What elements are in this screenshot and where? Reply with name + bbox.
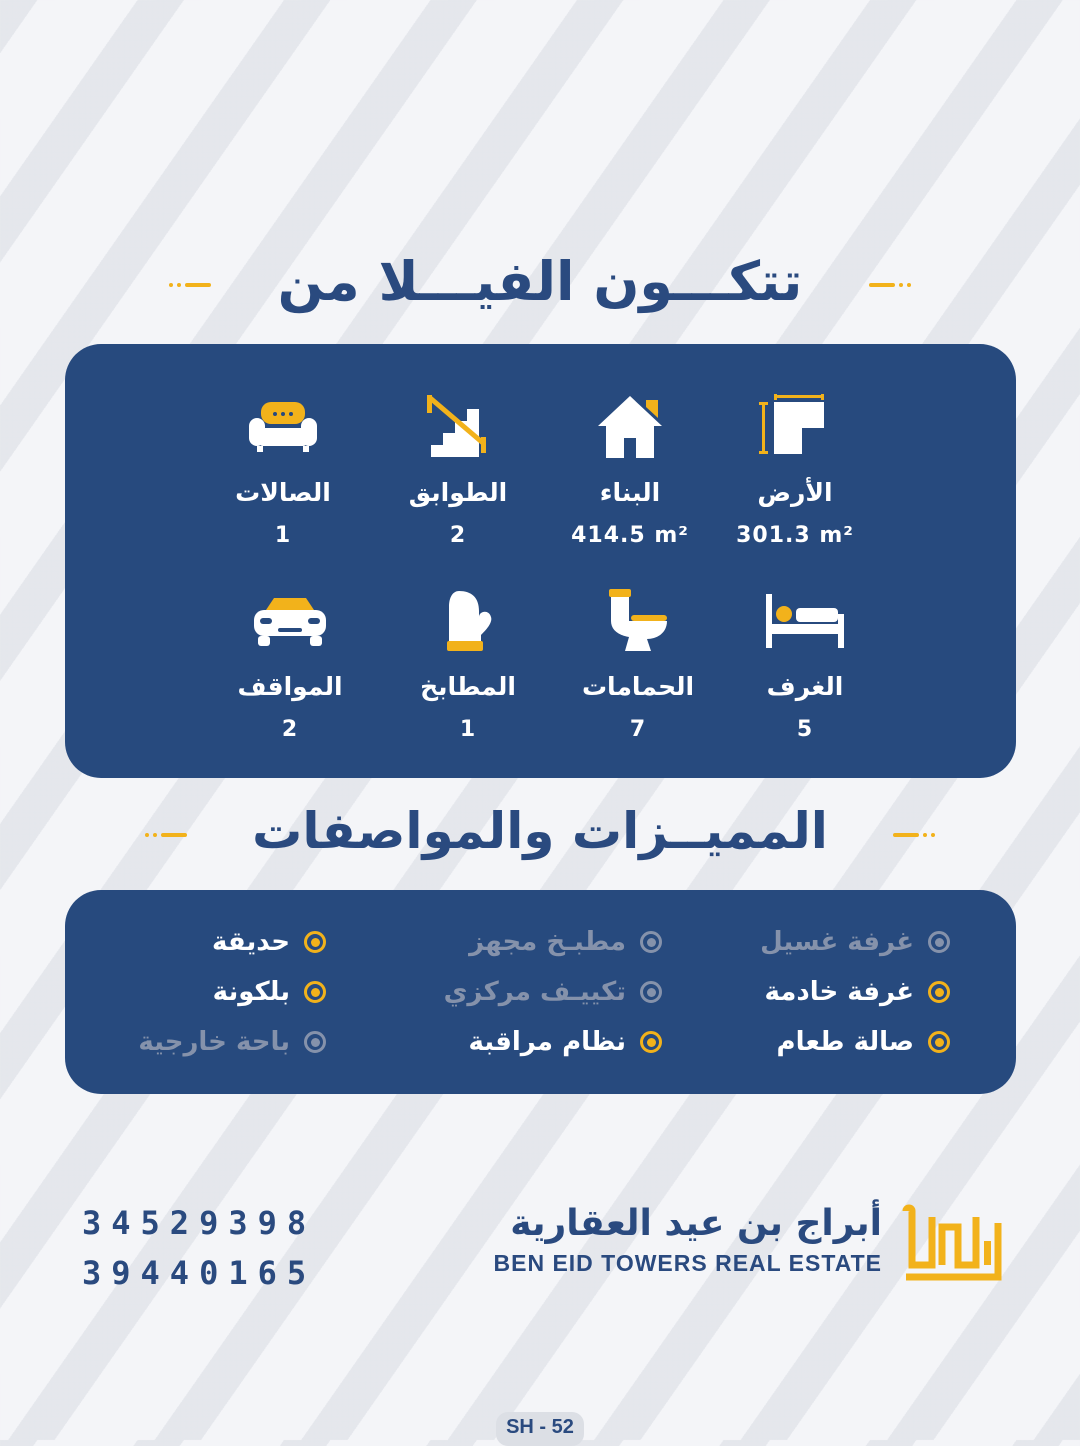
spec-parking <box>215 582 365 742</box>
bullet-icon <box>928 1031 950 1053</box>
brand-name-english: BEN EID TOWERS REAL ESTATE <box>493 1250 882 1276</box>
bed-icon <box>730 582 880 658</box>
spec-value: 414.5 m² <box>571 523 689 548</box>
house-icon <box>555 388 705 464</box>
stairs-icon <box>383 388 533 464</box>
spec-value: 1 <box>274 523 292 548</box>
feature-equipped-kitchen <box>362 922 662 962</box>
title-decoration-right <box>867 830 927 840</box>
spec-label: الصالات <box>235 478 331 507</box>
section-title-composition <box>0 250 1080 313</box>
bullet-icon <box>928 931 950 953</box>
toilet-icon <box>563 582 713 658</box>
spec-value: 1 <box>459 717 477 742</box>
features-panel <box>65 890 1016 1094</box>
spec-value: 7 <box>629 717 647 742</box>
section-title-features <box>0 802 1080 860</box>
car-icon <box>215 582 365 658</box>
spec-value: 2 <box>449 523 467 548</box>
section-title-text: تتكـــون الفيـــلا من <box>277 250 803 313</box>
contact-phones <box>82 1198 316 1298</box>
feature-label: باحة خارجية <box>138 1027 290 1057</box>
feature-central-ac <box>362 972 662 1012</box>
section-title-text: المميــزات والمواصفات <box>252 802 828 860</box>
bullet-icon <box>640 931 662 953</box>
feature-label: حديقة <box>212 927 290 957</box>
feature-label: تكييـف مركزي <box>443 977 626 1007</box>
feature-label: غرفة خادمة <box>764 977 914 1007</box>
sofa-icon <box>208 388 358 464</box>
spec-floors <box>383 388 533 548</box>
spec-value: 301.3 m² <box>736 523 854 548</box>
feature-laundry-room <box>670 922 950 962</box>
feature-label: صالة طعام <box>776 1027 914 1057</box>
specs-panel <box>65 344 1016 778</box>
listing-code-badge: SH - 52 <box>496 1412 584 1446</box>
title-decoration-left <box>153 830 213 840</box>
spec-label: الغرف <box>766 672 844 701</box>
feature-maid-room <box>670 972 950 1012</box>
title-decoration-right <box>843 280 903 290</box>
spec-label: البناء <box>599 478 661 507</box>
feature-surveillance <box>362 1022 662 1062</box>
land-area-icon <box>720 388 870 464</box>
bullet-icon <box>928 981 950 1003</box>
feature-outdoor-yard <box>106 1022 326 1062</box>
feature-label: غرفة غسيل <box>760 927 914 957</box>
phone-number[interactable]: 34529398 <box>82 1204 317 1242</box>
spec-bathrooms <box>563 582 713 742</box>
title-decoration-left <box>177 280 237 290</box>
phone-number[interactable]: 39440165 <box>82 1254 317 1292</box>
brand-name-arabic: أبراج بن عيد العقارية <box>510 1203 882 1244</box>
bullet-icon <box>304 931 326 953</box>
spec-value: 5 <box>796 717 814 742</box>
spec-kitchens <box>393 582 543 742</box>
oven-mitt-icon <box>393 582 543 658</box>
spec-building <box>555 388 705 548</box>
feature-dining-hall <box>670 1022 950 1062</box>
spec-rooms <box>730 582 880 742</box>
spec-label: المواقف <box>237 672 343 701</box>
feature-label: مطبـخ مجهز <box>469 927 626 957</box>
spec-label: الحمامات <box>581 672 695 701</box>
spec-land <box>720 388 870 548</box>
brand-logo <box>902 1203 1002 1285</box>
spec-label: المطابخ <box>420 672 516 701</box>
spec-label: الأرض <box>757 478 833 507</box>
feature-label: نظام مراقبة <box>468 1027 626 1057</box>
feature-label: بلكونة <box>212 977 290 1007</box>
spec-halls <box>208 388 358 548</box>
bullet-icon <box>640 1031 662 1053</box>
feature-garden <box>106 922 326 962</box>
feature-balcony <box>106 972 326 1012</box>
spec-label: الطوابق <box>408 478 508 507</box>
bullet-icon <box>304 1031 326 1053</box>
spec-value: 2 <box>281 717 299 742</box>
bullet-icon <box>640 981 662 1003</box>
bullet-icon <box>304 981 326 1003</box>
